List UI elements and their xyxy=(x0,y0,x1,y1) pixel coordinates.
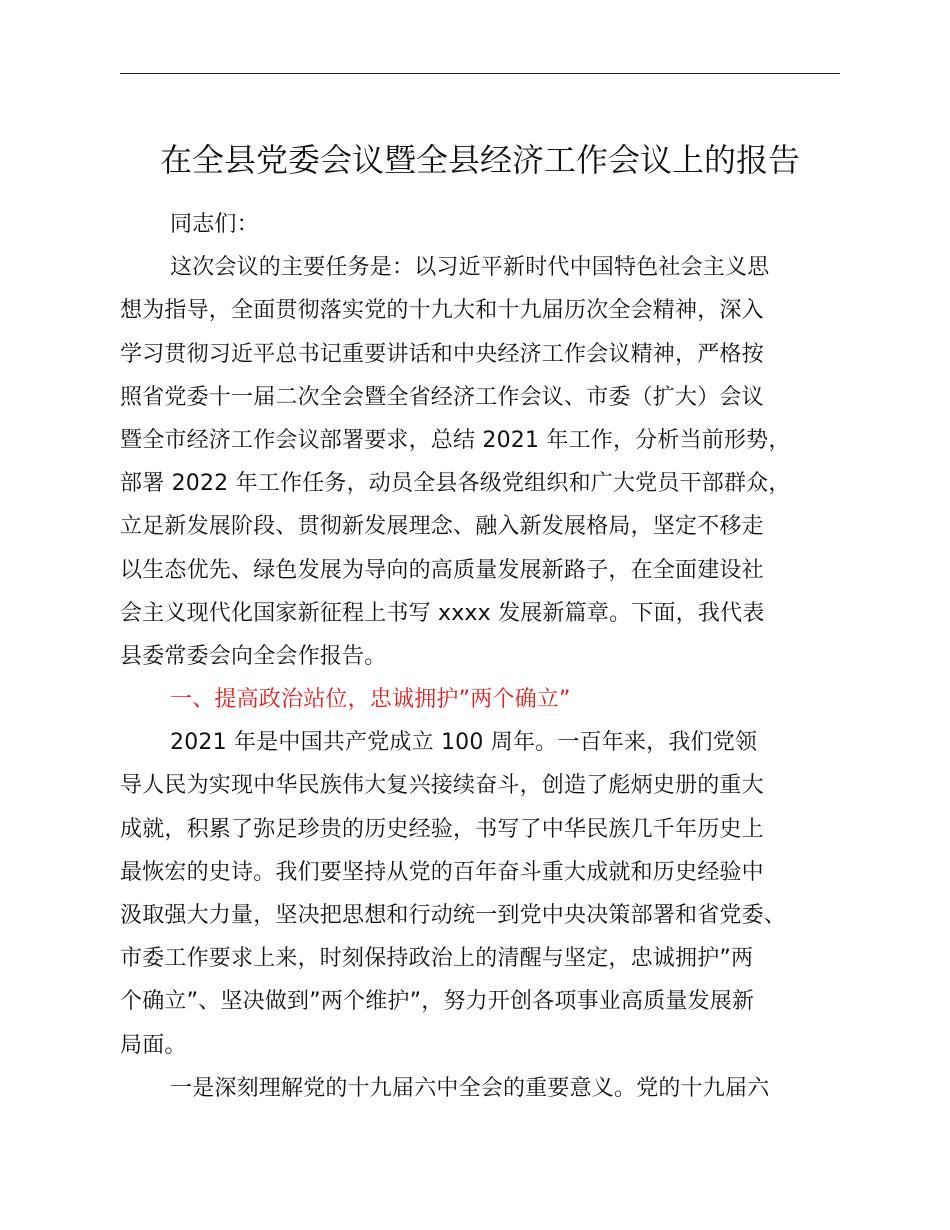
text-line: 同志们： xyxy=(170,212,259,237)
text-line: 会主义现代化国家新征程上书写 xxxx 发展新篇章。下面，我代表 xyxy=(120,600,765,626)
document-title: 在全县党委会议暨全县经济工作会议上的报告 xyxy=(159,141,800,179)
text-line: 县委常委会向全会作报告。 xyxy=(120,643,387,669)
text-line: 暨全市经济工作会议部署要求，总结 2021 年工作，分析当前形势， xyxy=(120,427,791,453)
text-line: 学习贯彻习近平总书记重要讲话和中央经济工作会议精神，严格按 xyxy=(120,341,764,367)
text-line: 这次会议的主要任务是：以习近平新时代中国特色社会主义思 xyxy=(170,255,770,281)
text-line: 最恢宏的史诗。我们要坚持从党的百年奋斗重大成就和历史经验中 xyxy=(120,859,764,885)
document-body xyxy=(120,203,860,1110)
text-line: 个确立”、坚决做到”两个维护”，努力开创各项事业高质量发展新 xyxy=(120,989,755,1015)
text-line: 成就，积累了弥足珍贵的历史经验，书写了中华民族几千年历史上 xyxy=(120,816,764,842)
text-line: 2021 年是中国共产党成立 100 周年。一百年来，我们党领 xyxy=(170,730,758,756)
text-line: 照省党委十一届二次全会暨全省经济工作会议、市委（扩大）会议 xyxy=(120,384,764,410)
text-line: 局面。 xyxy=(120,1032,187,1058)
header-rule xyxy=(120,73,840,74)
text-line: 一是深刻理解党的十九届六中全会的重要意义。党的十九届六 xyxy=(170,1075,770,1101)
text-line: 部署 2022 年工作任务，动员全县各级党组织和广大党员干部群众， xyxy=(120,471,791,497)
section-heading: 一、提高政治站位，忠诚拥护”两个确立” xyxy=(170,687,571,713)
text-line: 立足新发展阶段、贯彻新发展理念、融入新发展格局，坚定不移走 xyxy=(120,514,764,540)
text-line: 市委工作要求上来，时刻保持政治上的清醒与坚定，忠诚拥护”两 xyxy=(120,946,754,972)
text-line: 想为指导，全面贯彻落实党的十九大和十九届历次全会精神，深入 xyxy=(120,298,764,324)
text-line: 导人民为实现中华民族伟大复兴接续奋斗，创造了彪炳史册的重大 xyxy=(120,773,764,799)
text-line: 汲取强大力量，坚决把思想和行动统一到党中央决策部署和省党委、 xyxy=(120,903,787,928)
text-line: 以生态优先、绿色发展为导向的高质量发展新路子，在全面建设社 xyxy=(120,557,764,583)
